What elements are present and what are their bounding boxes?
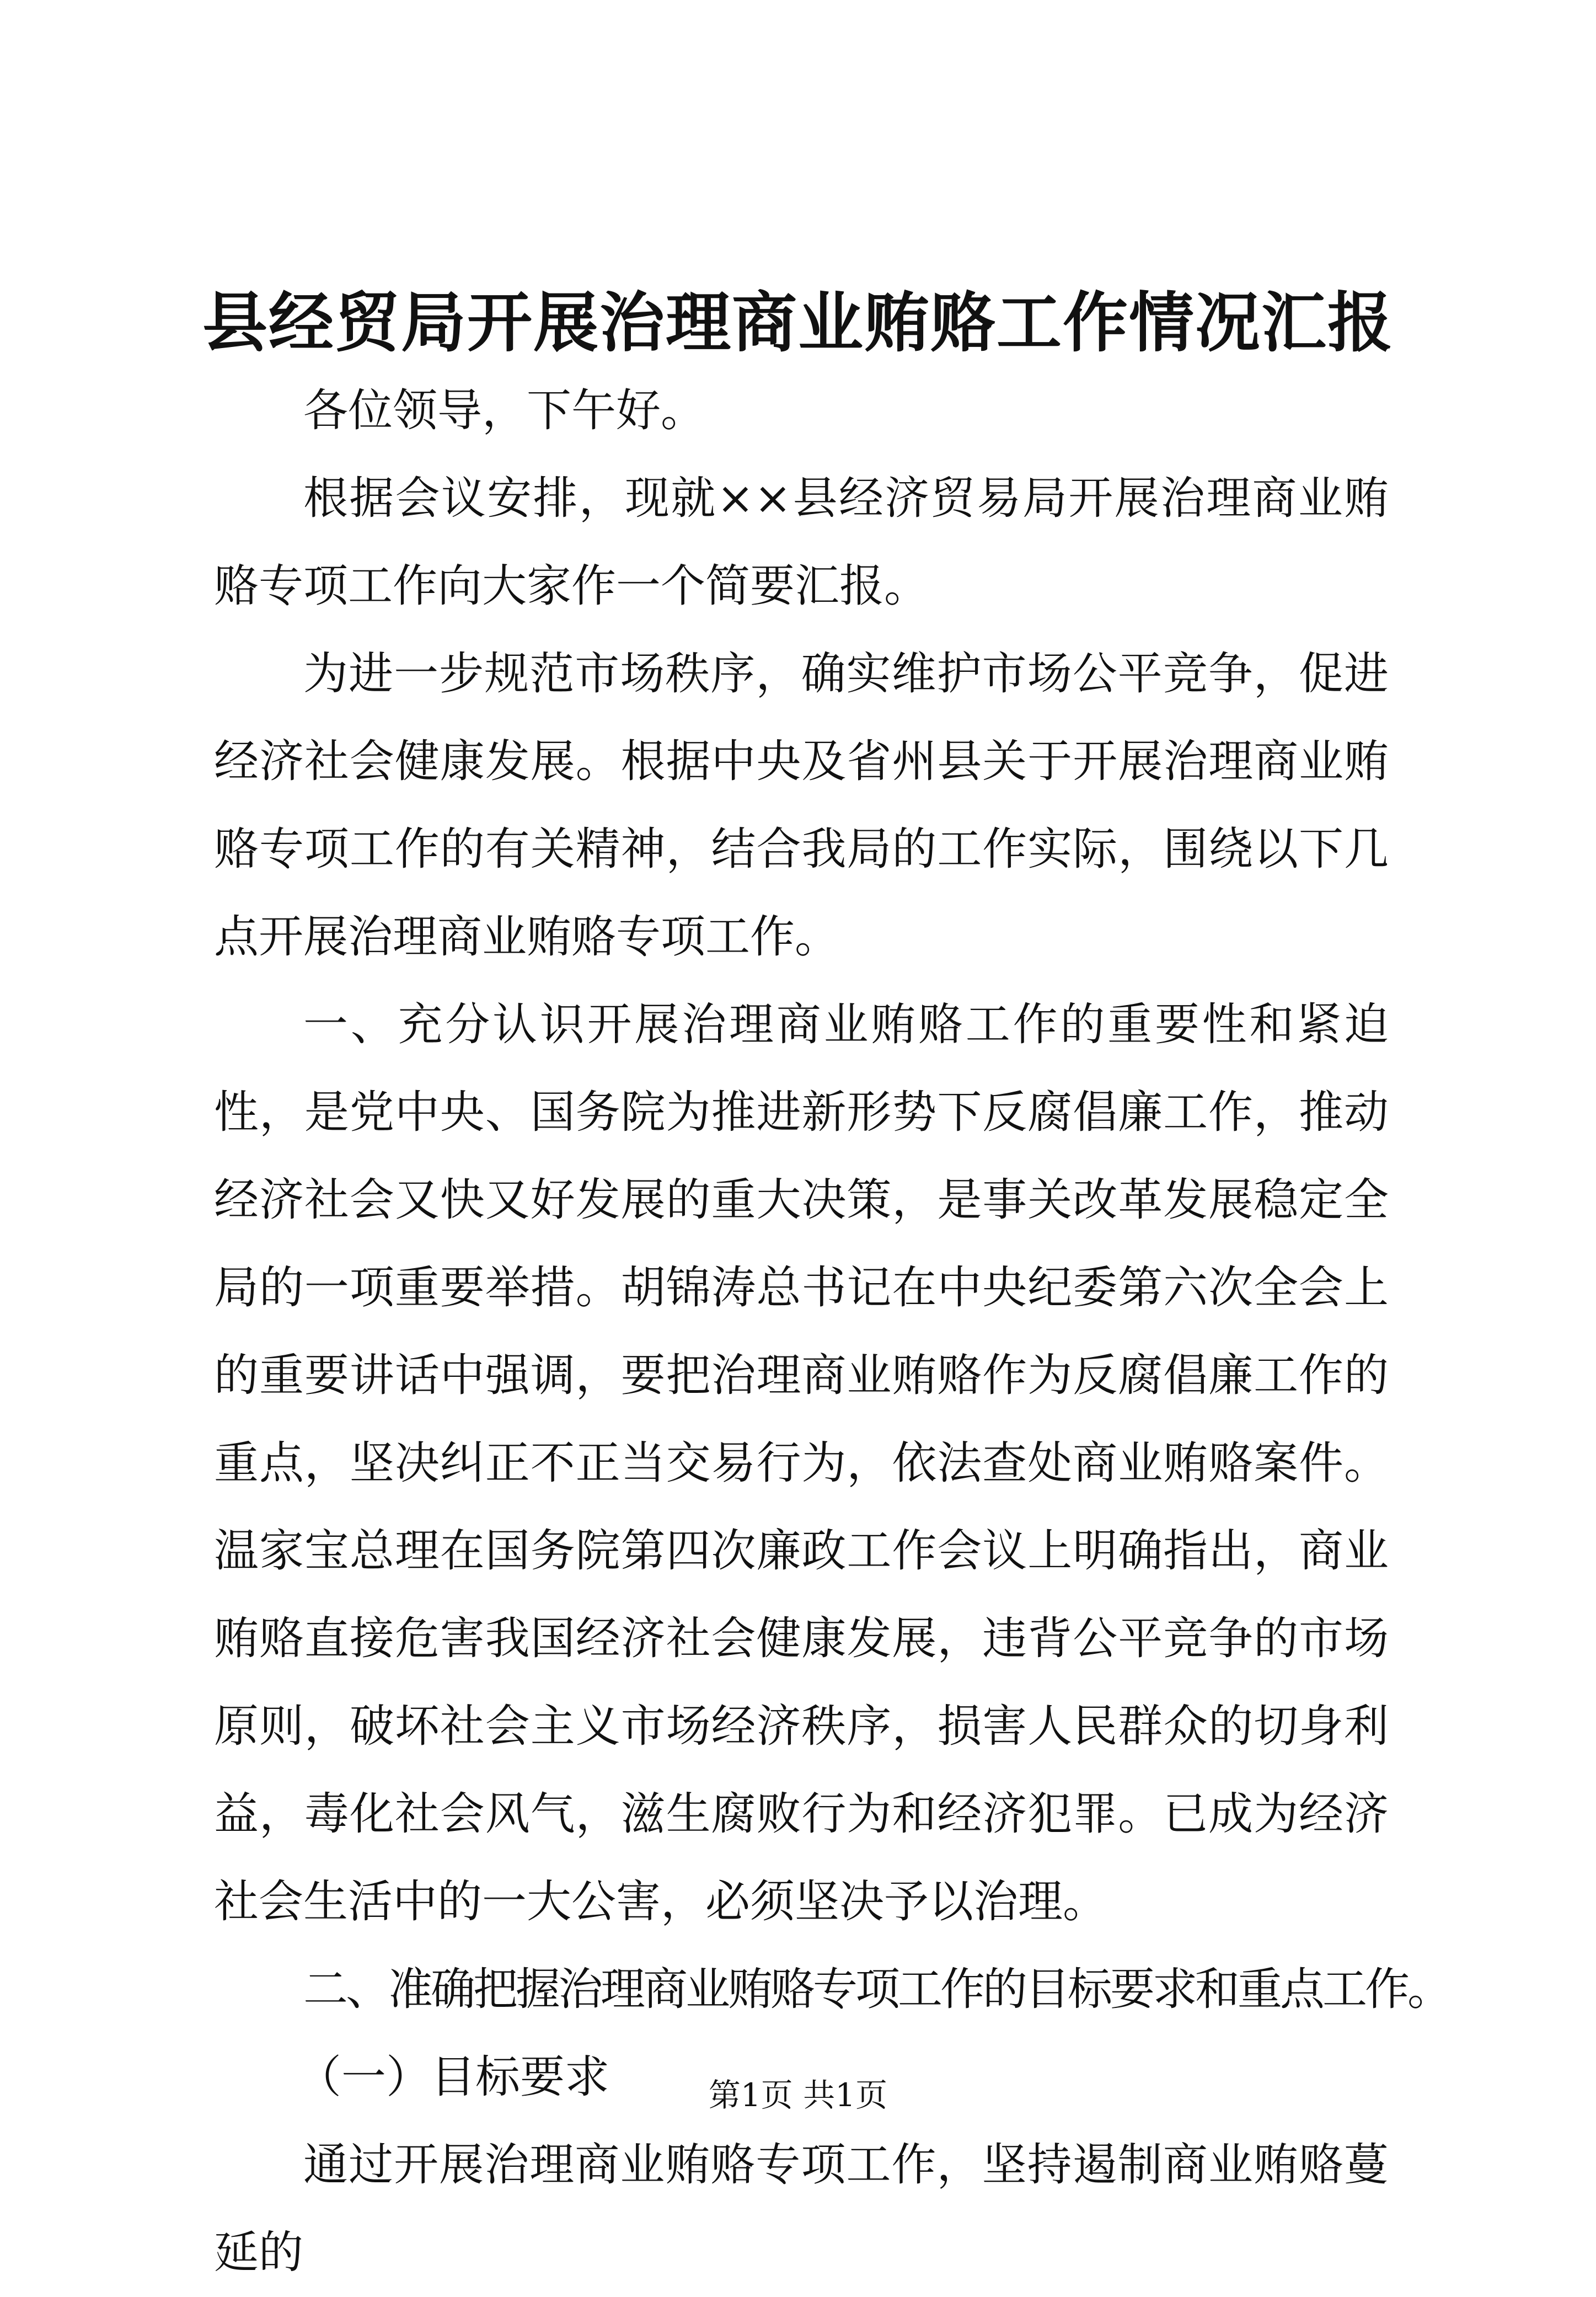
paragraph-subsection-heading: （一）目标要求 (297, 2052, 610, 2103)
page-footer: 第1页 共1页 (708, 2076, 888, 2114)
paragraph-section-one: 一、充分认识开展治理商业贿赂工作的重要性和紧迫性，是党中央、国务院为推进新形势下反腐倡廉工作，推动经济社会又快又好发展的重大决策，是事关改革发展稳定全局的一项重要举措。胡锦涛总书记在中央纪委第六次全会上的重要讲话中强调，要把治理商业贿赂作为反腐倡廉工作的重点，坚决纠正不正当交易行为，依法查处商业贿赂案件。温家宝总理在国务院第四次廉政工作会议上明确指出，商业贿赂直接危害我国经济社会健康发展，违背公平竞争的市场原则，破坏社会主义市场经济秩序，损害人民群众的切身利益，毒化社会风气，滋生腐败行为和经济犯罪。已成为经济社会生活中的一大公害，必须坚决予以治理。 (214, 999, 1389, 1928)
paragraph-greeting: 各位领导，下午好。 (303, 385, 706, 437)
document-body (214, 367, 1450, 2297)
paragraph-purpose: 为进一步规范市场秩序，确实维护市场公平竞争，促进经济社会健康发展。根据中央及省州县关于开展治理商业贿赂专项工作的有关精神，结合我局的工作实际，围绕以下几点开展治理商业贿赂专项工作。 (214, 648, 1389, 963)
paragraph-target-text: 通过开展治理商业贿赂专项工作，坚持遏制商业贿赂蔓延的 (214, 2139, 1389, 2279)
paragraph-intro: 根据会议安排，现就××县经济贸易局开展治理商业贿赂专项工作向大家作一个简要汇报。 (214, 473, 1389, 612)
paragraph-section-two-heading: 二、准确把握治理商业贿赂专项工作的目标要求和重点工作。 (303, 1964, 1450, 2016)
document-title: 县经贸局开展治理商业贿赂工作情况汇报 (202, 284, 1394, 361)
